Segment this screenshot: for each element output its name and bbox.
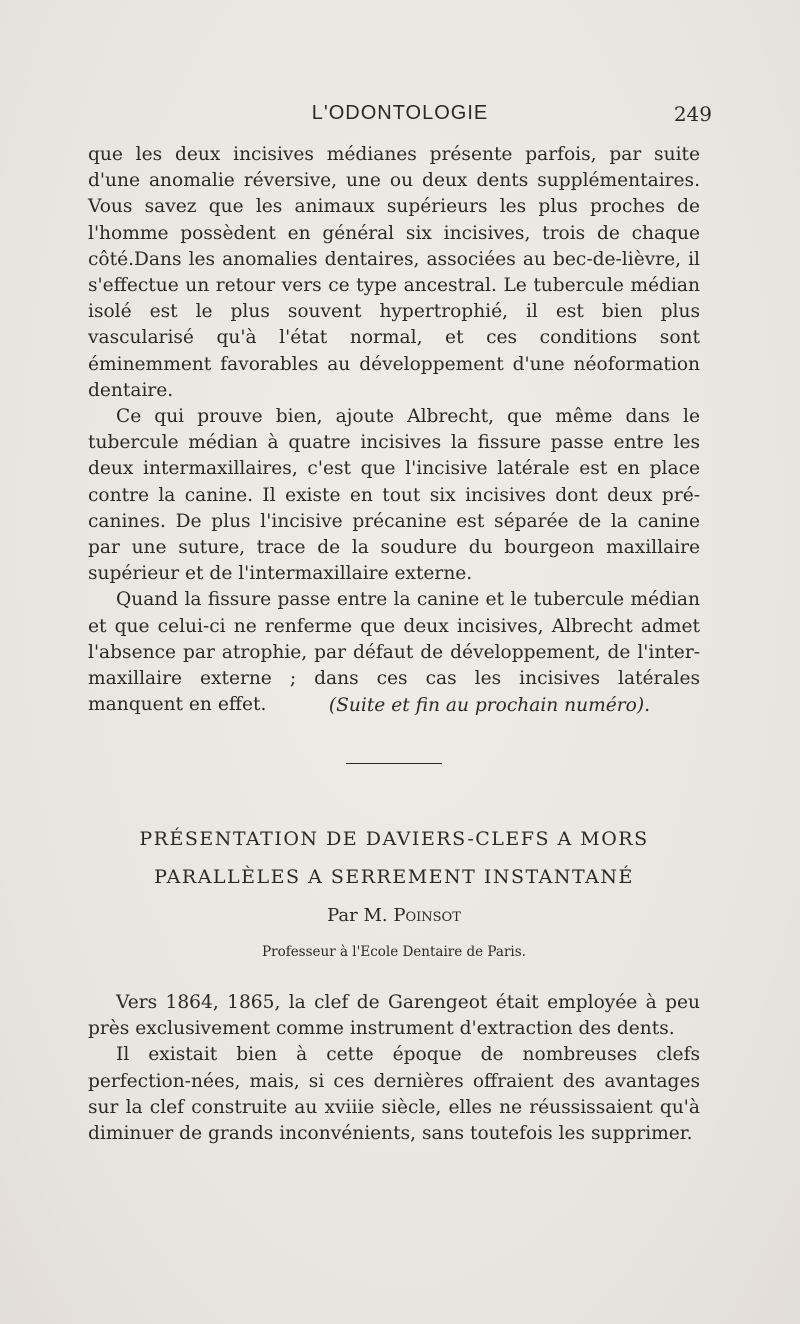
author-affiliation: Professeur à l'Ecole Dentaire de Paris. (262, 944, 526, 960)
paragraph: que les deux incisives médianes présente parfois, par suite d'une anomalie réversive, une ou deux dents supplémentaires. Vous savez que les animaux supérieurs les plus proches de l'homme possèdent en général six incisives, trois de chaque côté.Dans les anomalies dentaires, associées au bec-de-lièvre, il s'effectue un retour vers ce type ancestral. Le tubercule médian isolé est le plus souvent hypertrophié, il est bien plus vascularisé qu'à l'état normal, et ces conditions sont éminemment favorables au développement d'une néoformation dentaire. (88, 144, 700, 401)
paragraph: Quand la fissure passe entre la canine et le tubercule médian et que celui-ci ne renferme que deux incisives, Albrecht admet l'absence par atrophie, par défaut de développement, de l'inter-maxillaire externe ; dans ces cas les incisives latérales manquent en effet. (88, 589, 700, 716)
paragraph: Il existait bien à cette époque de nombreuses clefs perfection-nées, mais, si ces dernières offraient des avantages sur la clef construite au xviiie siècle, elles ne réussissaient qu'à diminuer de grands inconvénients, sans toutefois les supprimer. (88, 1044, 700, 1145)
paragraph: Vers 1864, 1865, la clef de Garengeot était employée à peu près exclusivement comme instrument d'extraction des dents. (88, 992, 700, 1040)
author-name: Poinsot (393, 905, 461, 926)
page-number: 249 (673, 102, 712, 126)
byline (88, 905, 700, 926)
article-title (88, 820, 700, 896)
article-text (88, 990, 700, 1147)
page-header (88, 100, 712, 130)
section-divider (346, 763, 442, 764)
byline-prefix: Par M. (327, 905, 388, 926)
article-title-line: PARALLÈLES A SERREMENT INSTANTANÉ (154, 866, 634, 888)
continuation-text (88, 142, 700, 718)
paragraph: Ce qui prouve bien, ajoute Albrecht, que même dans le tubercule médian à quatre incisives la fissure passe entre les deux intermaxillaires, c'est que l'incisive latérale est en place contre la canine. Il existe en tout six incisives dont deux pré-canines. De plus l'incisive précanine est séparée de la canine par une suture, trace de la soudure du bourgeon maxillaire supérieur et de l'intermaxillaire externe. (88, 406, 700, 585)
running-title: L'ODONTOLOGIE (311, 102, 489, 124)
continued-note: (Suite et fin au prochain numéro). (328, 695, 650, 716)
article-title-line: PRÉSENTATION DE DAVIERS-CLEFS A MORS (139, 828, 649, 850)
